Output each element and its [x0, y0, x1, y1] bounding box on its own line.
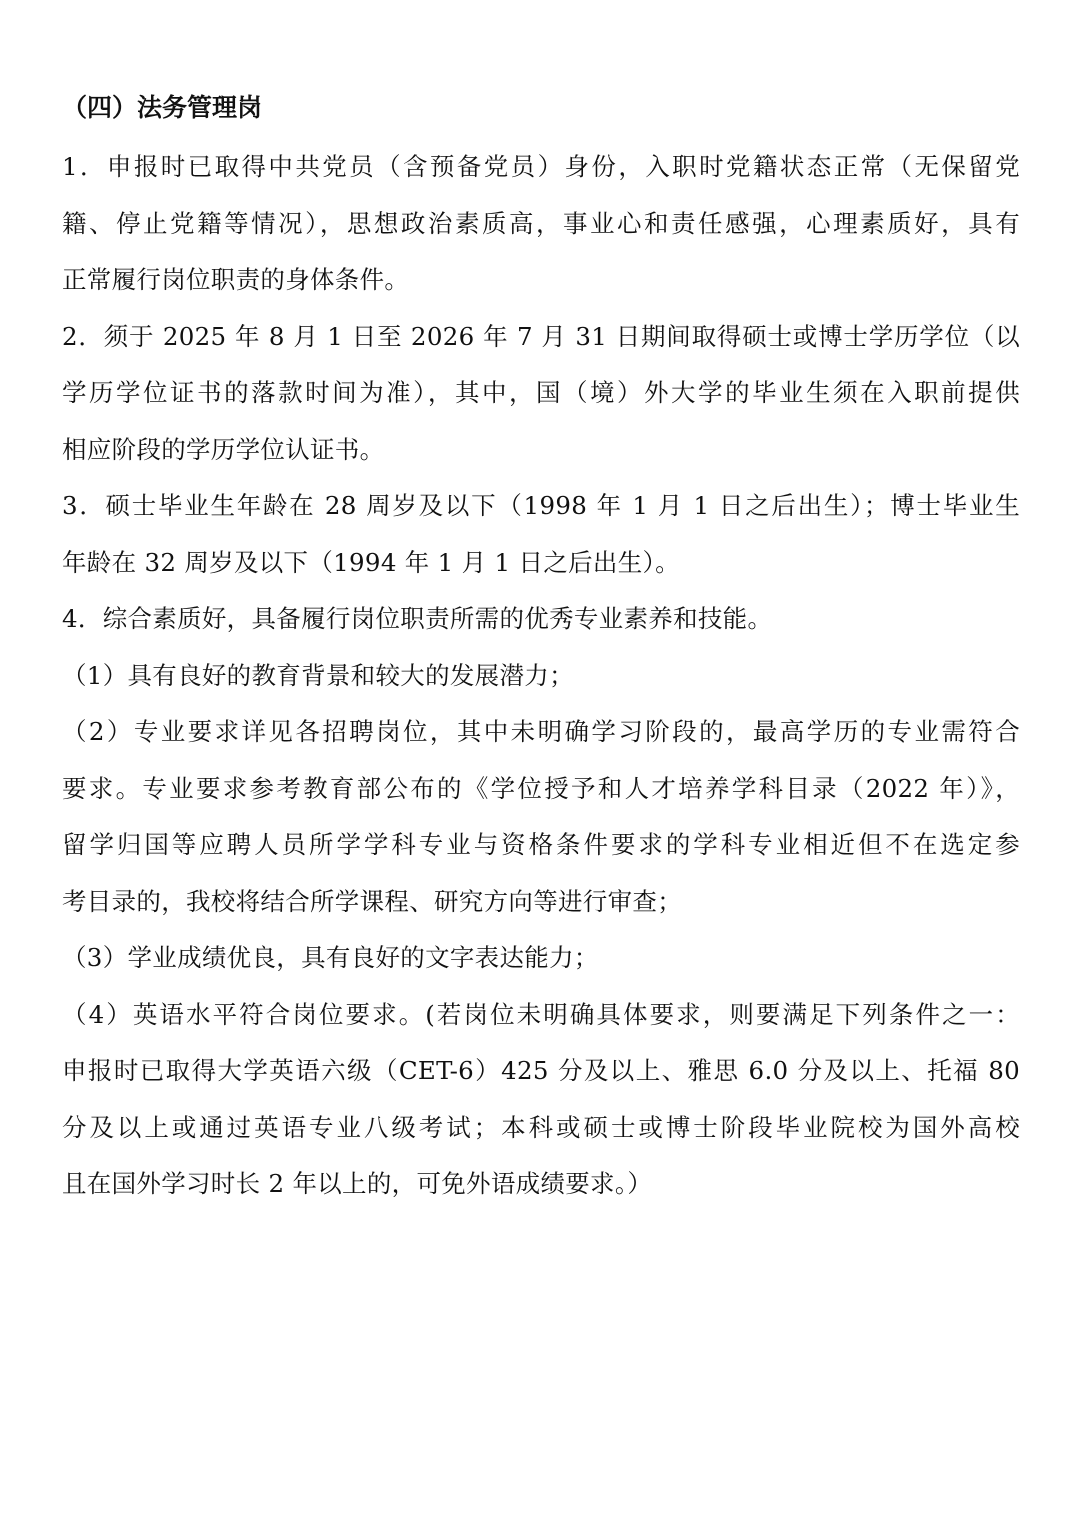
section-heading: （四）法务管理岗	[62, 93, 263, 122]
paragraph-line: 留学归国等应聘人员所学学科专业与资格条件要求的学科专业相近但不在选定参	[62, 830, 1020, 859]
requirement-paragraph	[62, 704, 1020, 930]
requirement-paragraph	[62, 930, 1020, 987]
paragraph-line: 申报时已取得大学英语六级（CET-6）425 分及以上、雅思 6.0 分及以上、托福 80	[62, 1056, 1020, 1085]
paragraph-line: 相应阶段的学历学位认证书。	[62, 434, 385, 464]
requirement-paragraph	[62, 648, 1020, 705]
paragraph-line: 正常履行岗位职责的身体条件。	[62, 265, 410, 294]
paragraph-line: 4．综合素质好，具备履行岗位职责所需的优秀专业素养和技能。	[62, 604, 773, 633]
paragraph-line: 3．硕士毕业生年龄在 28 周岁及以下（1998 年 1 月 1 日之后出生）；博士毕业生	[62, 491, 1020, 520]
requirement-paragraph	[62, 309, 1020, 479]
paragraph-line: （4）英语水平符合岗位要求。(若岗位未明确具体要求，则要满足下列条件之一：	[62, 999, 1020, 1029]
requirement-paragraph	[62, 987, 1020, 1213]
paragraph-line: 且在国外学习时长 2 年以上的，可免外语成绩要求。）	[62, 1169, 653, 1198]
paragraph-line: 1．申报时已取得中共党员（含预备党员）身份，入职时党籍状态正常（无保留党	[62, 152, 1020, 181]
paragraph-line: 年龄在 32 周岁及以下（1994 年 1 月 1 日之后出生）。	[62, 547, 680, 577]
document-content	[62, 83, 1020, 1213]
paragraph-line: （3）学业成绩优良，具有良好的文字表达能力；	[62, 943, 599, 972]
paragraph-line: 分及以上或通过英语专业八级考试；本科或硕士或博士阶段毕业院校为国外高校	[62, 1112, 1020, 1142]
paragraph-line: （1）具有良好的教育背景和较大的发展潜力；	[62, 660, 574, 690]
requirement-paragraph	[62, 591, 1020, 648]
requirement-paragraph	[62, 478, 1020, 591]
paragraph-line: 要求。专业要求参考教育部公布的《学位授予和人才培养学科目录（2022 年）》，	[62, 773, 1020, 803]
paragraph-line: 2．须于 2025 年 8 月 1 日至 2026 年 7 月 31 日期间取得硕士或博士学历学位（以	[62, 321, 1020, 351]
paragraph-line: （2）专业要求详见各招聘岗位，其中未明确学习阶段的，最高学历的专业需符合	[62, 717, 1020, 746]
paragraph-line: 考目录的，我校将结合所学课程、研究方向等进行审查；	[62, 886, 682, 916]
paragraph-line: 学历学位证书的落款时间为准），其中，国（境）外大学的毕业生须在入职前提供	[62, 378, 1020, 407]
requirement-paragraph	[62, 139, 1020, 309]
paragraph-line: 籍、停止党籍等情况），思想政治素质高，事业心和责任感强，心理素质好，具有	[62, 208, 1020, 238]
requirements-list	[62, 139, 1020, 1213]
